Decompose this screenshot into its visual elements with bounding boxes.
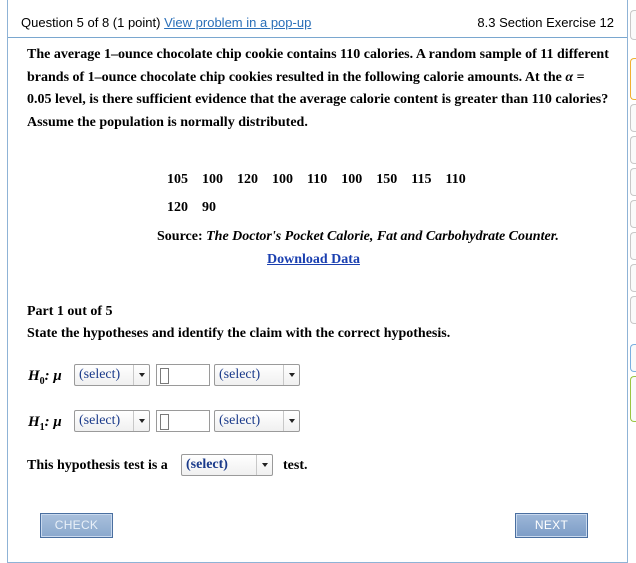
section-title: 8.3 Section Exercise 12	[477, 15, 614, 30]
side-tab-strip	[630, 0, 636, 563]
data-value: 105	[167, 172, 188, 187]
chevron-down-icon	[283, 411, 299, 431]
h0-claim-select[interactable]: (select)	[214, 364, 300, 386]
test-type-sentence	[27, 457, 308, 474]
data-value: 115	[411, 172, 432, 187]
data-value: 100	[202, 172, 223, 187]
chevron-down-icon	[283, 365, 299, 385]
side-tab[interactable]	[630, 264, 636, 292]
test-sentence-before: This hypothesis test is a	[27, 458, 168, 473]
download-data-link[interactable]: Download Data	[267, 252, 360, 267]
chevron-down-icon	[133, 365, 149, 385]
problem-text-2: = 0.05 level, is there sufficient evidence that the average calorie content is greater than 110 calories? Assume the population is normally distributed.	[27, 69, 609, 130]
data-row-2	[167, 200, 216, 216]
data-value: 110	[445, 172, 466, 187]
h0-operator-select[interactable]: (select)	[74, 364, 150, 386]
side-tab[interactable]	[630, 376, 636, 422]
source-title: The Doctor's Pocket Calorie, Fat and Carbohydrate Counter.	[206, 229, 559, 244]
chevron-down-icon	[133, 411, 149, 431]
h1-value-input[interactable]	[156, 410, 210, 432]
side-tab[interactable]	[630, 168, 636, 196]
part-title: Part 1 out of 5	[27, 304, 113, 319]
next-button[interactable]: NEXT	[515, 513, 588, 538]
alpha-symbol: α	[565, 69, 574, 85]
side-tab[interactable]	[630, 58, 636, 100]
source-label: Source:	[157, 229, 207, 244]
h0-label: $H_0$: μ	[28, 368, 62, 387]
data-value: 120	[237, 172, 258, 187]
popup-link[interactable]: View problem in a pop-up	[164, 15, 312, 30]
h1-label: $H_1$: μ	[28, 414, 62, 433]
question-header	[8, 0, 627, 38]
question-panel	[7, 0, 628, 563]
side-tab[interactable]	[630, 232, 636, 260]
problem-text-1: The average 1–ounce chocolate chip cookie contains 110 calories. A random sample of 11 different brands of 1–ounce chocolate chip cookies resulted in the following calorie amounts. At the	[27, 47, 609, 85]
side-tab[interactable]	[630, 200, 636, 228]
test-type-select[interactable]: (select)	[181, 454, 273, 476]
side-tab[interactable]	[630, 344, 636, 372]
question-status-text: Question 5 of 8 (1 point)	[21, 15, 161, 30]
side-tab[interactable]	[630, 136, 636, 164]
side-tab[interactable]	[630, 296, 636, 324]
source-citation	[157, 229, 559, 245]
data-value: 100	[272, 172, 293, 187]
test-sentence-after: test.	[283, 458, 308, 473]
side-tab[interactable]	[630, 104, 636, 132]
h1-claim-select[interactable]: (select)	[214, 410, 300, 432]
check-button[interactable]: CHECK	[40, 513, 113, 538]
h0-value-input[interactable]	[156, 364, 210, 386]
chevron-down-icon	[256, 455, 272, 475]
side-tab[interactable]	[630, 10, 636, 40]
data-value: 120	[167, 200, 188, 215]
data-value: 110	[307, 172, 328, 187]
data-row-1	[167, 172, 466, 188]
problem-statement	[27, 44, 612, 134]
data-value: 150	[376, 172, 398, 187]
question-status	[21, 15, 311, 30]
h1-operator-select[interactable]: (select)	[74, 410, 150, 432]
data-value: 90	[202, 200, 216, 215]
data-value: 100	[341, 172, 363, 187]
part-instruction: State the hypotheses and identify the claim with the correct hypothesis.	[27, 326, 451, 341]
